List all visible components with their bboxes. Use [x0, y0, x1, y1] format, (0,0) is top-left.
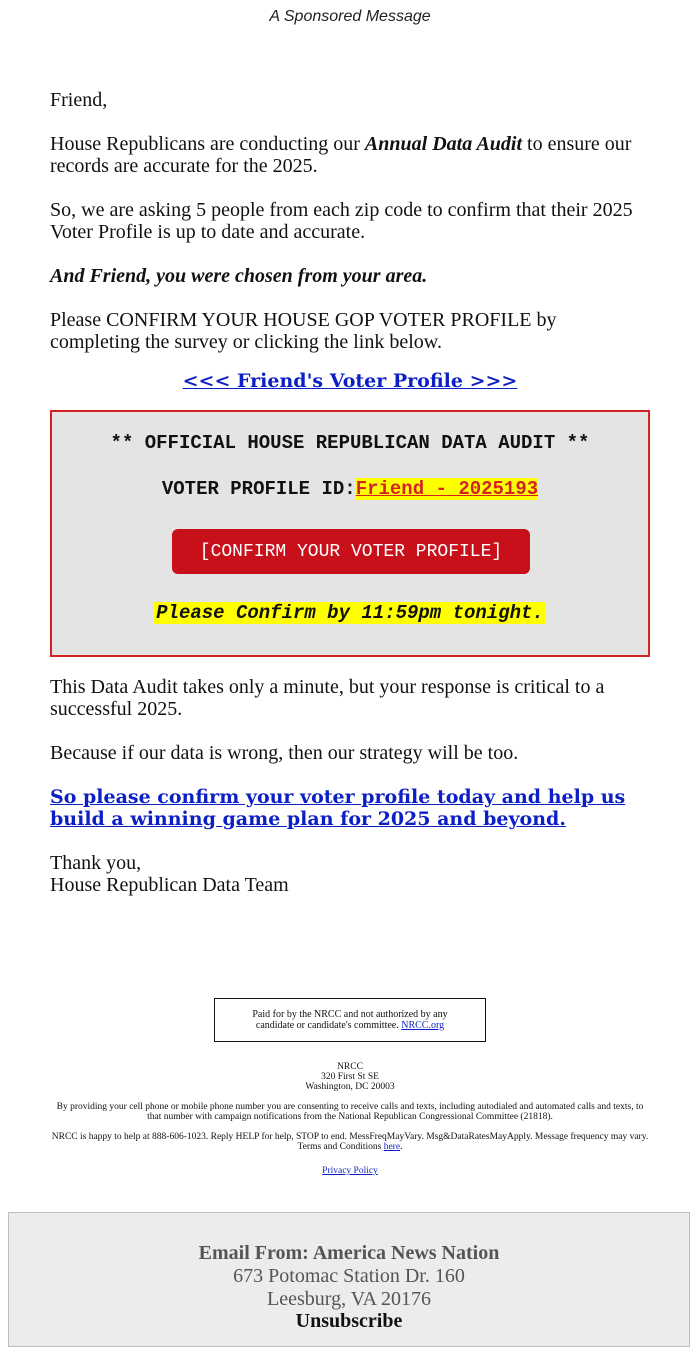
nrcc-org-link[interactable]: NRCC.org [401, 1020, 445, 1031]
voter-profile-link[interactable]: <<< Friend's Voter Profile >>> [182, 370, 518, 392]
paragraph-takes-a-minute: This Data Audit takes only a minute, but your response is critical to a successful 2025. [50, 676, 605, 720]
greeting: Friend, [50, 89, 108, 111]
sponsored-label: A Sponsored Message [269, 8, 431, 25]
paragraph-confirm-instructions: Please CONFIRM YOUR HOUSE GOP VOTER PROFILE by completing the survey or clicking the link below. [50, 309, 557, 353]
signature: House Republican Data Team [50, 874, 289, 896]
paid-for-disclaimer [235, 1009, 465, 1031]
voter-profile-id-value[interactable]: Friend - 2025193 [355, 478, 539, 500]
paragraph-chosen: And Friend, you were chosen from your area. [50, 265, 428, 287]
paid-for-text: Paid for by the NRCC and not authorized by any candidate or candidate's committee. [252, 1009, 448, 1031]
confirm-profile-cta-link[interactable]: So please confirm your voter profile today and help us build a winning game plan for 2025 and beyond. [50, 786, 626, 830]
paragraph-zip-code: So, we are asking 5 people from each zip code to confirm that their 2025 Voter Profile is up to date and accurate. [50, 199, 633, 243]
signoff: Thank you, [50, 852, 142, 874]
deadline-notice [52, 602, 648, 624]
audit-title: ** OFFICIAL HOUSE REPUBLICAN DATA AUDIT ** [110, 432, 590, 454]
sms-consent-text: By providing your cell phone or mobile phone number you are consenting to receive calls and texts, including autodialed and automated calls and texts, to that number with campaign notifications from the National Republican Congressional Committee (21818). [56, 1102, 644, 1122]
annual-data-audit-emphasis: Annual Data Audit [364, 133, 523, 155]
help-text [50, 1132, 650, 1152]
email-source-box [8, 1212, 690, 1347]
email-from-line: Email From: America News Nation [198, 1242, 500, 1264]
voter-profile-id-label: VOTER PROFILE ID: [161, 478, 356, 500]
data-audit-box [50, 410, 650, 657]
profile-link-container [0, 370, 700, 392]
paragraph-data-audit-part2: to ensure our records are accurate for the 2025. [50, 133, 632, 177]
sender-address-line2: Leesburg, VA 20176 [267, 1288, 431, 1310]
sender-address-line1: 673 Potomac Station Dr. 160 [233, 1265, 465, 1287]
help-text-end: . [400, 1142, 403, 1152]
deadline-text: Please Confirm by 11:59pm tonight. [156, 602, 544, 624]
paid-for-disclaimer-box [214, 998, 486, 1042]
terms-here-link[interactable]: here [383, 1142, 401, 1152]
org-name: NRCC [337, 1062, 363, 1072]
org-city: Washington, DC 20003 [305, 1082, 395, 1092]
paragraph-data-audit [50, 133, 650, 177]
privacy-policy-link[interactable]: Privacy Policy [322, 1166, 378, 1176]
paragraph-strategy: Because if our data is wrong, then our strategy will be too. [50, 742, 519, 764]
voter-profile-id [52, 478, 648, 500]
org-street: 320 First St SE [321, 1072, 379, 1082]
unsubscribe-link[interactable]: Unsubscribe [295, 1310, 403, 1332]
paragraph-data-audit-part1: House Republicans are conducting our [50, 133, 365, 155]
privacy-policy-container [50, 1166, 650, 1176]
confirm-voter-profile-button[interactable]: [CONFIRM YOUR VOTER PROFILE] [172, 529, 530, 574]
help-text-body: NRCC is happy to help at 888-606-1023. Reply HELP for help, STOP to end. MessFreqMayVary. Msg&DataRatesMayApply. Message frequency may vary. Terms and Conditions [51, 1132, 649, 1152]
